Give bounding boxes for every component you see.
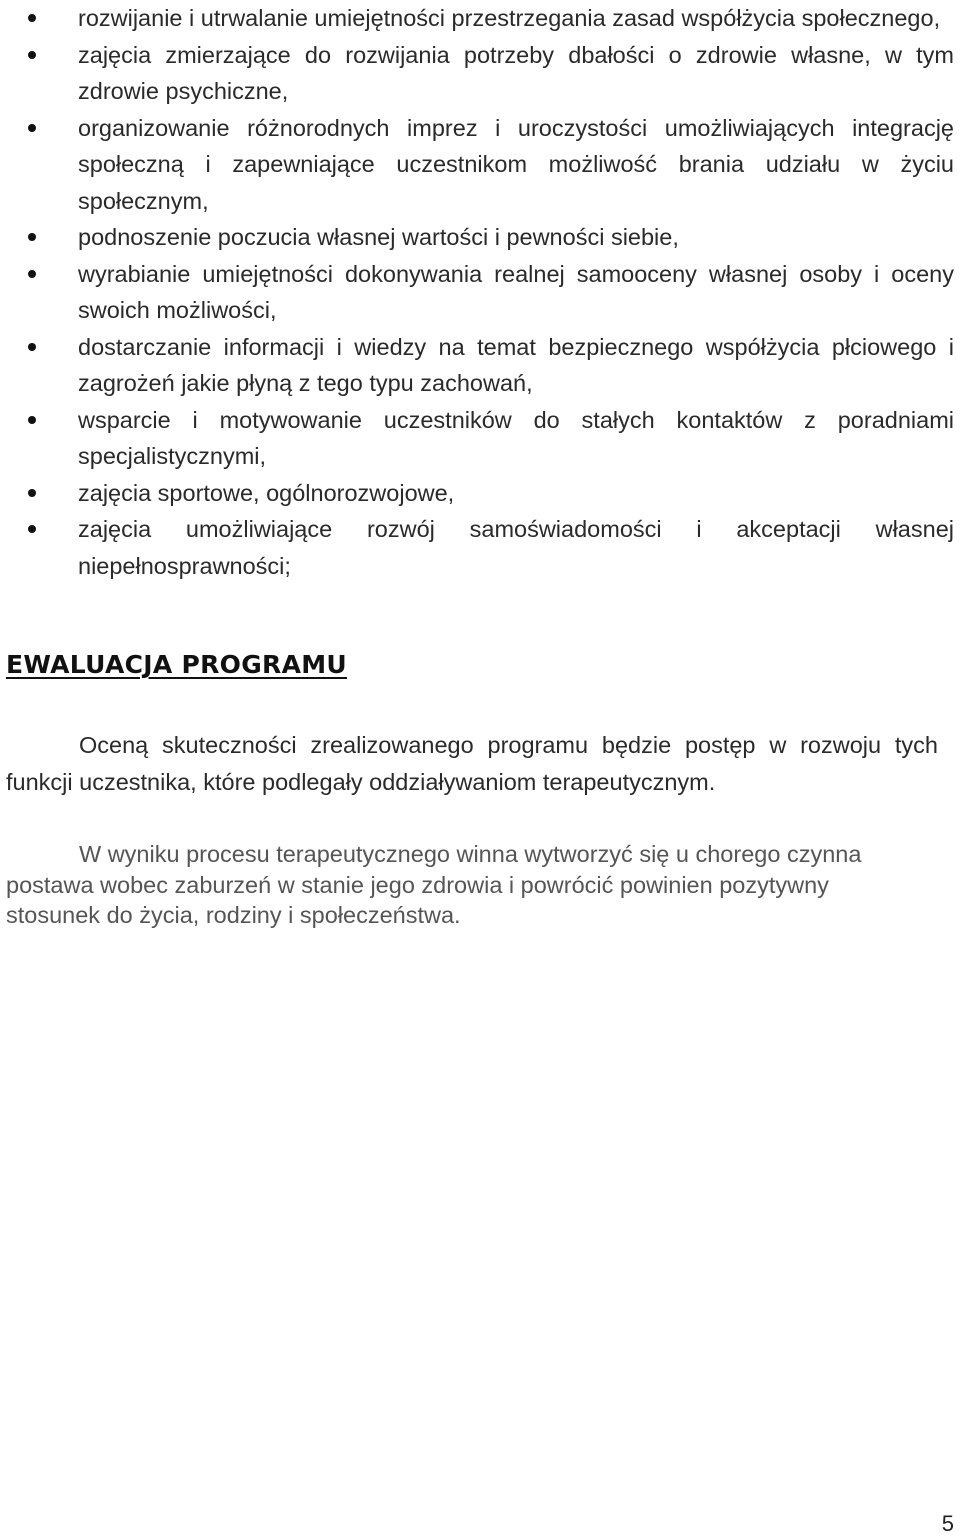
list-item-text: zajęcia umożliwiające rozwój samoświadomości i akceptacji własnej niepełnosprawności; (78, 516, 954, 579)
list-item (0, 511, 960, 584)
list-item-text: zajęcia sportowe, ogólnorozwojowe, (78, 479, 455, 506)
list-item-text: zajęcia zmierzające do rozwijania potrzeby dbałości o zdrowie własne, w tym zdrowie psychiczne, (78, 41, 954, 104)
bullet-dot-icon (28, 343, 36, 351)
bullet-dot-icon (28, 124, 36, 132)
list-item (0, 0, 960, 37)
bullet-dot-icon (28, 51, 36, 59)
list-item (0, 219, 960, 256)
bullet-dot-icon (28, 416, 36, 424)
list-item (0, 37, 960, 110)
list-item-text: wyrabianie umiejętności dokonywania realnej samooceny własnej osoby i oceny swoich możliwości, (78, 260, 954, 323)
list-item (0, 256, 960, 329)
list-item-text: dostarczanie informacji i wiedzy na temat bezpiecznego współżycia płciowego i zagrożeń jakie płyną z tego typu zachowań, (78, 333, 954, 396)
bullet-list (0, 0, 960, 584)
list-item-text: wsparcie i motywowanie uczestników do stałych kontaktów z poradniami specjalistycznymi, (78, 406, 954, 469)
list-item-text: organizowanie różnorodnych imprez i uroczystości umożliwiających integrację społeczną i zapewniające uczestnikom możliwość brania udziału w życiu społecznym, (78, 114, 954, 214)
outcome-paragraph: W wyniku procesu terapeutycznego winna wytworzyć się u chorego czynna postawa wobec zaburzeń w stanie jego zdrowia i powrócić powinien pozytywny stosunek do życia, rodziny i społeczeństwa. (6, 841, 862, 928)
bullet-dot-icon (28, 233, 36, 241)
bullet-dot-icon (28, 270, 36, 278)
page-number: 5 (941, 1511, 954, 1536)
list-item (0, 475, 960, 512)
evaluation-paragraph: Oceną skuteczności zrealizowanego programu będzie postęp w rozwoju tych funkcji uczestnika, które podlegały oddziaływaniom terapeutycznym. (6, 732, 938, 795)
list-item-text: podnoszenie poczucia własnej wartości i pewności siebie, (78, 224, 679, 250)
bullet-dot-icon (28, 525, 36, 533)
list-item-text: rozwijanie i utrwalanie umiejętności przestrzegania zasad współżycia społecznego, (78, 5, 941, 31)
bullet-dot-icon (28, 14, 36, 22)
list-item (0, 329, 960, 402)
bullet-dot-icon (28, 489, 36, 497)
list-item (0, 402, 960, 475)
section-heading: EWALUACJA PROGRAMU (6, 650, 348, 679)
list-item (0, 110, 960, 220)
